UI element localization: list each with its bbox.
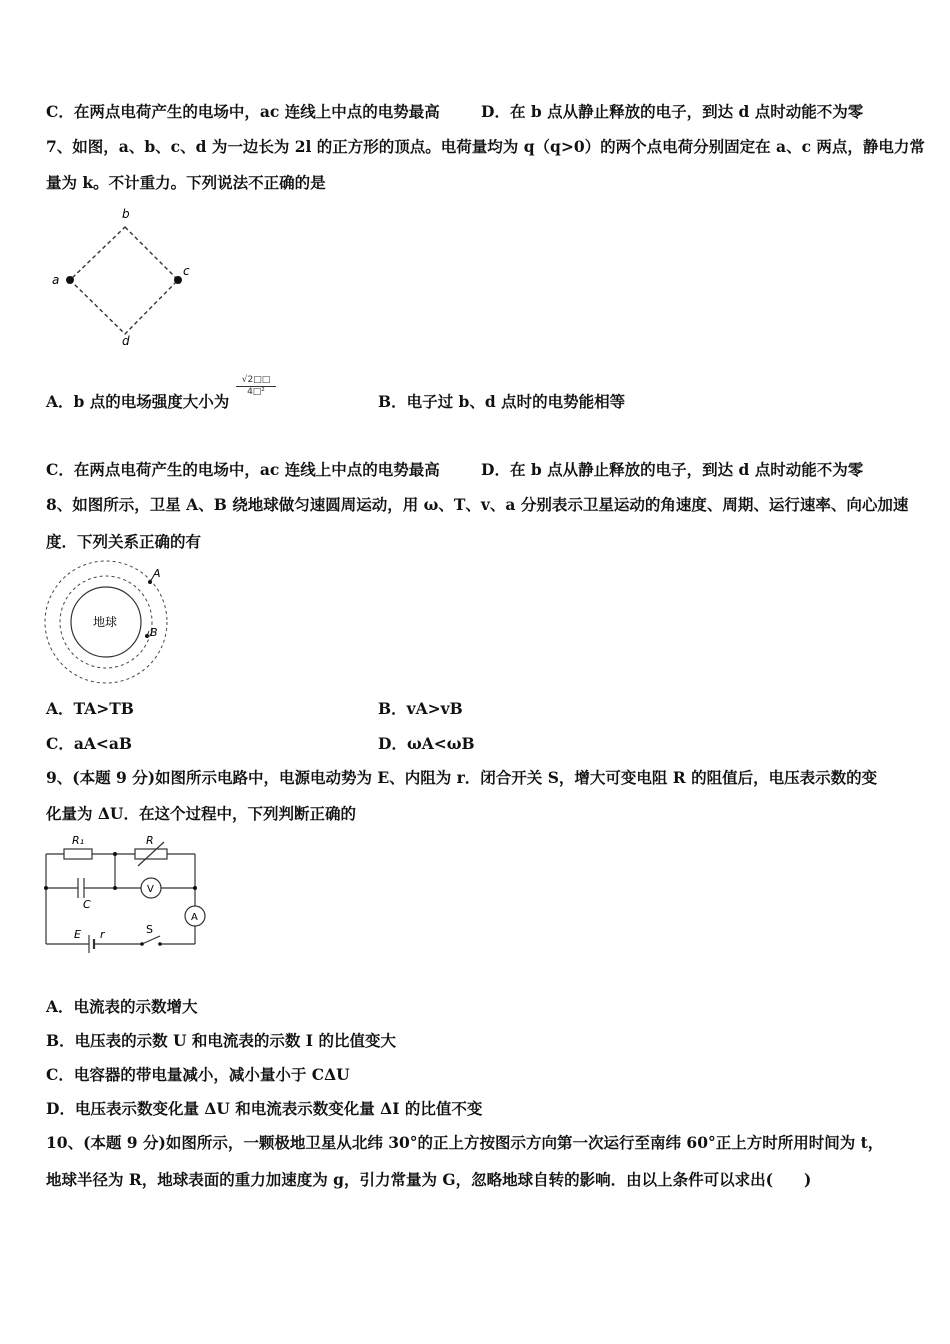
label-r: R [146, 834, 154, 847]
charge-c-dot [174, 276, 182, 284]
q9-option-b: B．电压表的示数 U 和电流表的示数 I 的比值变大 [46, 1031, 396, 1050]
q7-stem-line2: 量为 k。不计重力。下列说法不正确的是 [46, 173, 326, 192]
label-r-internal: r [100, 928, 105, 941]
q10-stem-line1: 10、(本题 9 分)如图所示，一颗极地卫星从北纬 30°的正上方按图示方向第一次运行至南纬 60°正上方时所用时间为 t， [46, 1133, 884, 1152]
vertex-c-label: c [183, 264, 190, 278]
q8-option-b: B．vA>vB [378, 699, 463, 718]
q8-stem-line2: 度．下列关系正确的有 [46, 532, 202, 551]
q9-option-a: A．电流表的示数增大 [46, 997, 198, 1016]
q9-stem-line1: 9、(本题 9 分)如图所示电路中，电源电动势为 E、内阻为 r．闭合开关 S，增大可变电阻 R 的阻值后，电压表示数的变 [46, 768, 878, 787]
q7-stem-line1: 7、如图，a、b、c、d 为一边长为 2l 的正方形的顶点。电荷量均为 q（q>0）的两个点电荷分别固定在 a、c 两点，静电力常 [46, 137, 925, 156]
q10-stem-line2: 地球半径为 R，地球表面的重力加速度为 g，引力常量为 G，忽略地球自转的影响．由以上条件可以求出( ) [46, 1170, 812, 1189]
q7-option-a-formula [236, 375, 276, 398]
q8-option-c: C．aA<aB [46, 734, 133, 753]
q8-stem-line1: 8、如图所示，卫星 A、B 绕地球做匀速圆周运动，用 ω、T、v、a 分别表示卫星运动的角速度、周期、运行速率、向心加速 [46, 495, 909, 514]
formula-denominator: 4□² [247, 387, 265, 397]
q8-option-a: A．TA>TB [46, 699, 134, 718]
q7-option-a [46, 391, 229, 413]
q7-option-b: B．电子过 b、d 点时的电势能相等 [378, 392, 626, 411]
q7-option-c: C．在两点电荷产生的电场中，ac 连线上中点的电势最高 [46, 460, 440, 479]
q9-stem-line2: 化量为 ΔU．在这个过程中，下列判断正确的 [46, 804, 356, 823]
label-s: S [146, 923, 153, 936]
q8-orbit-figure [40, 558, 175, 692]
q9-option-d: D．电压表示数变化量 ΔU 和电流表示数变化量 ΔI 的比值不变 [46, 1099, 483, 1118]
q7-option-d: D．在 b 点从静止释放的电子，到达 d 点时动能不为零 [481, 460, 864, 479]
label-r1: R₁ [72, 834, 85, 847]
label-e: E [74, 928, 81, 941]
vertex-a-label: a [52, 273, 60, 287]
satellite-a-label: A [153, 567, 161, 580]
square-dashed-outline [70, 227, 178, 334]
q7-square-figure [46, 203, 206, 352]
resistor-r1 [64, 849, 92, 859]
label-a: A [191, 912, 198, 923]
q9-option-c: C．电容器的带电量减小，减小量小于 CΔU [46, 1065, 350, 1084]
vertex-d-label: d [122, 334, 130, 348]
satellite-b-label: B [150, 626, 158, 639]
vertex-b-label: b [122, 207, 130, 221]
earth-label: 地球 [93, 615, 118, 629]
label-v: V [147, 884, 154, 895]
q6-option-d: D．在 b 点从静止释放的电子，到达 d 点时动能不为零 [481, 102, 864, 121]
switch-s [142, 936, 160, 944]
label-c: C [83, 898, 91, 911]
q7-option-a-text: A．b 点的电场强度大小为 [46, 392, 230, 411]
q6-option-c: C．在两点电荷产生的电场中，ac 连线上中点的电势最高 [46, 102, 440, 121]
q9-circuit-figure [40, 830, 220, 969]
formula-numerator: √2□□ [236, 375, 276, 387]
q8-option-d: D．ωA<ωB [378, 734, 475, 753]
charge-a-dot [66, 276, 74, 284]
